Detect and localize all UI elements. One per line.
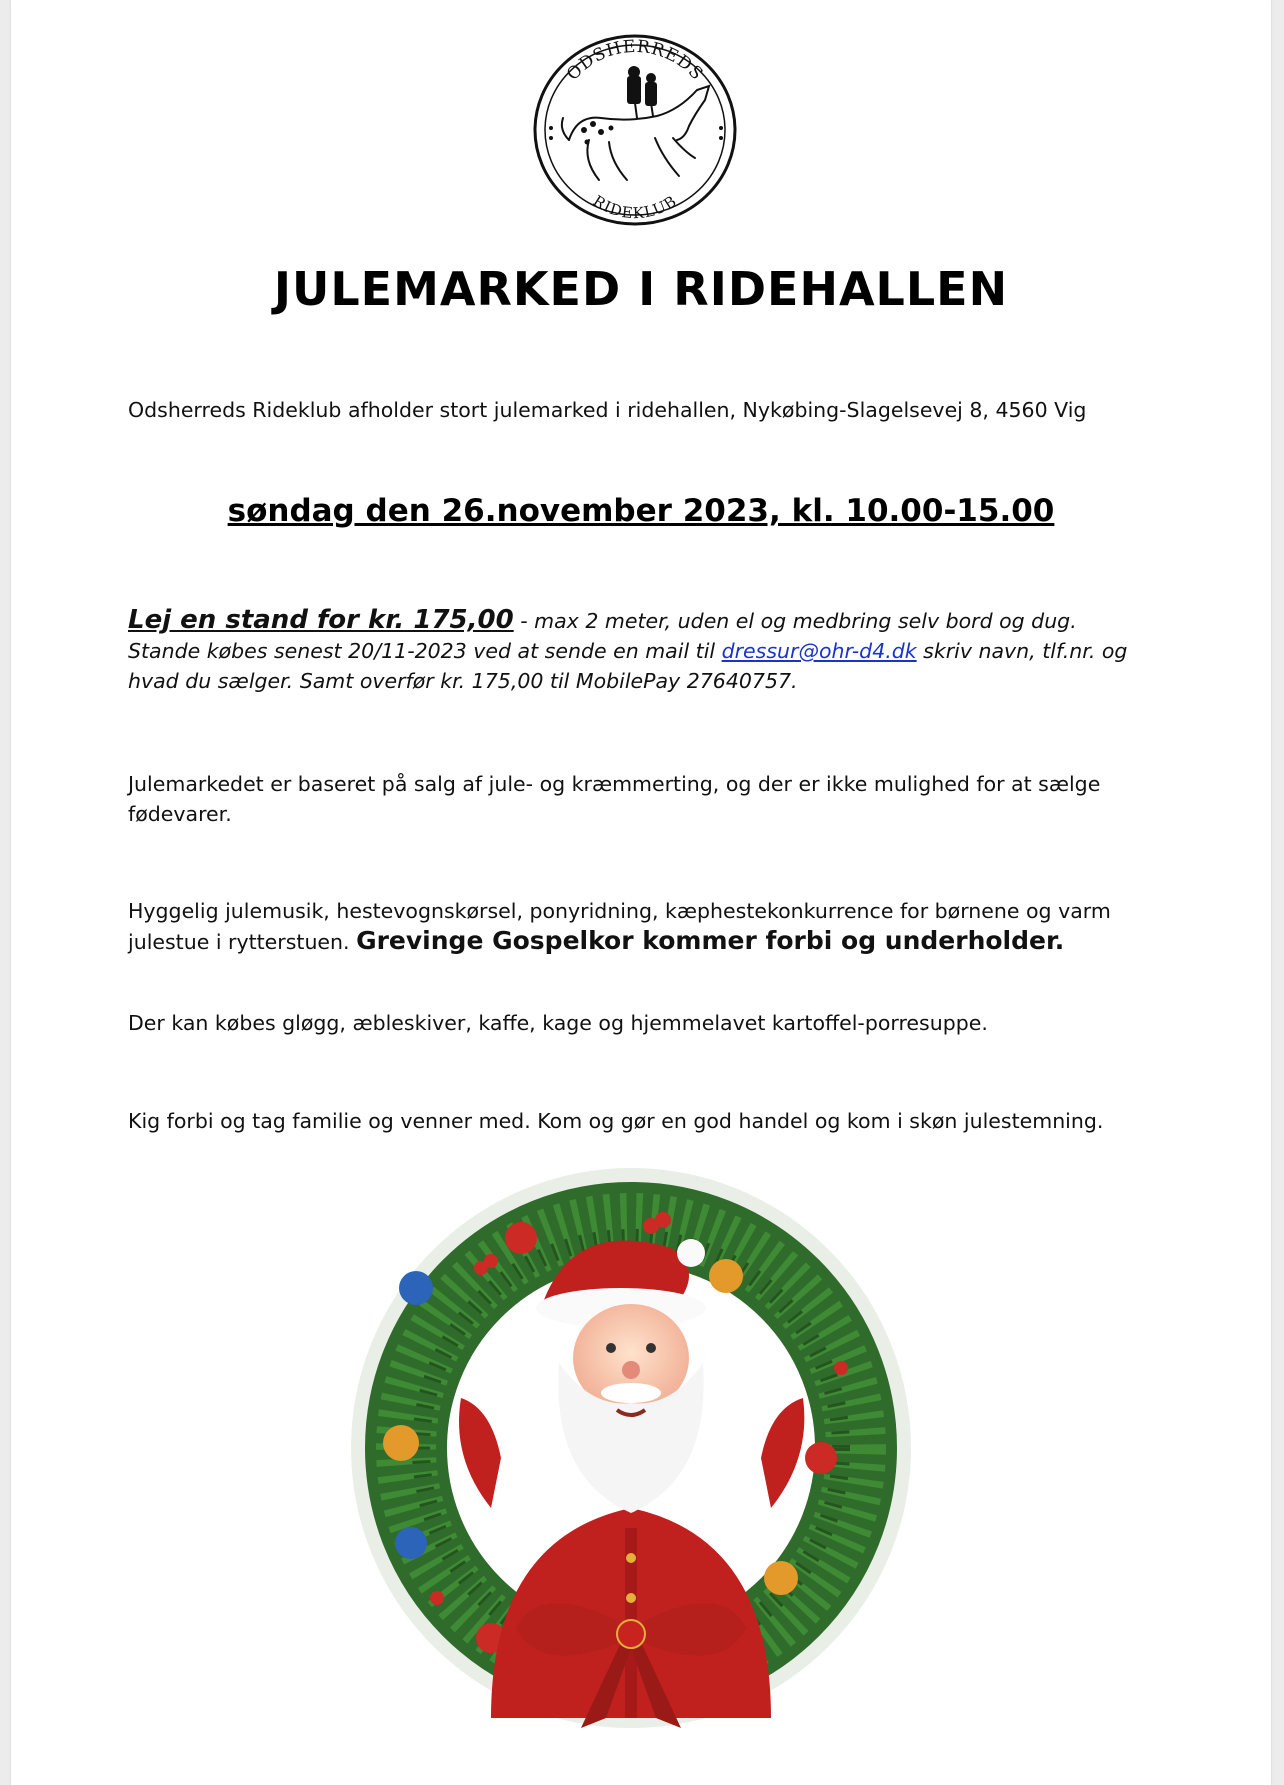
club-logo [529,30,741,230]
event-date: søndag den 26.november 2023, kl. 10.00-15.00 [227,493,1055,529]
stand-price-heading: Lej en stand for kr. 175,00 [128,605,514,635]
page-title: JULEMARKED I RIDEHALLEN [273,262,1009,316]
market-text: Julemarkedet er baseret på salg af jule- og kræmmerting, og der er ikke mulighed for at sælge fødevarer. [128,772,1101,826]
gospel-choir-highlight: Grevinge Gospelkor kommer forbi og underholder. [356,926,1065,955]
email-link[interactable]: dressur@ohr-d4.dk [721,639,917,663]
svg-text:ODSHERREDS: ODSHERREDS [562,36,708,85]
svg-text:RIDEKLUB: RIDEKLUB [589,191,681,223]
stand-booking-text-end: skriv navn, tlf.nr. og hvad du sælger. Samt overfør kr. 175,00 til MobilePay 27640757. [128,639,1128,693]
stand-booking-text: Stande købes senest 20/11-2023 ved at sende en mail til [128,639,722,663]
intro-text: Odsherreds Rideklub afholder stort julemarked i ridehallen, Nykøbing-Slagelsevej 8, 4560 Vig [128,398,1087,422]
activities-text [128,896,1168,957]
closing-text: Kig forbi og tag familie og venner med. Kom og gør en god handel og kom i skøn julestemning. [128,1109,1104,1133]
santa-wreath-image [341,1158,921,1738]
stand-rules: - max 2 meter, uden el og medbring selv bord og dug. [513,609,1077,633]
activities-list: Hyggelig julemusik, hestevognskørsel, ponyridning, kæphestekonkurrence for børnene og varm julestue i rytterstuen. [128,899,1111,954]
food-text: Der kan købes gløgg, æbleskiver, kaffe, kage og hjemmelavet kartoffel-porresuppe. [128,1011,988,1035]
flyer-page [11,0,1271,1785]
stand-info [128,605,1168,696]
